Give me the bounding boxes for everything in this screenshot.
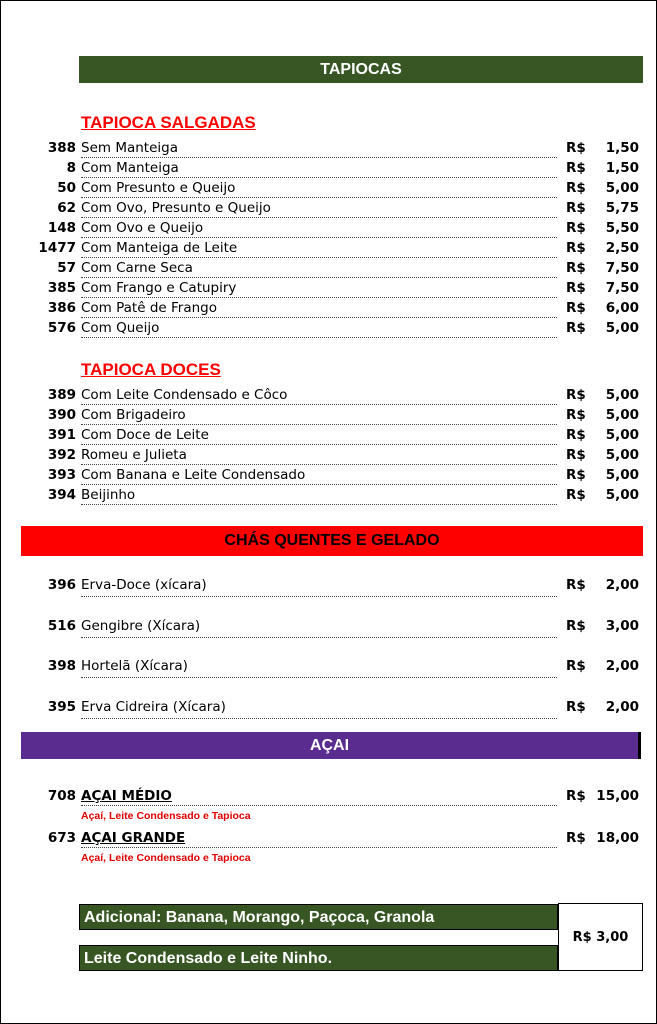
item-price: 2,00 <box>605 658 639 674</box>
item-name: Romeu e Julieta <box>81 445 557 465</box>
item-price: 5,00 <box>605 447 639 463</box>
menu-item <box>1 828 656 848</box>
item-description: Açaí, Leite Condensado e Tapioca <box>81 810 251 822</box>
tapioca-salgadas-title: TAPIOCA SALGADAS <box>81 113 256 132</box>
item-currency: R$ <box>566 830 586 846</box>
item-code: 395 <box>47 699 76 715</box>
item-currency: R$ <box>566 447 586 463</box>
item-name: Com Patê de Frango <box>81 298 557 318</box>
item-currency: R$ <box>566 618 586 634</box>
item-currency: R$ <box>566 220 586 236</box>
item-currency: R$ <box>566 658 586 674</box>
item-name: Com Doce de Leite <box>81 425 557 445</box>
item-name: Beijinho <box>81 485 557 505</box>
menu-item <box>1 445 656 465</box>
item-code: 391 <box>47 427 76 443</box>
item-name: Com Carne Seca <box>81 258 557 278</box>
item-name: Com Frango e Catupiry <box>81 278 557 298</box>
item-code: 50 <box>57 180 76 196</box>
item-price: 5,00 <box>605 180 639 196</box>
item-currency: R$ <box>566 240 586 256</box>
acai-banner: AÇAI <box>21 732 641 759</box>
tapiocas-banner: TAPIOCAS <box>79 56 643 83</box>
item-code: 392 <box>47 447 76 463</box>
item-price: 15,00 <box>596 788 639 804</box>
item-price: 18,00 <box>596 830 639 846</box>
item-name: Com Queijo <box>81 318 557 338</box>
item-price: 5,00 <box>605 387 639 403</box>
item-code: 8 <box>66 160 76 176</box>
item-price: 5,00 <box>605 320 639 336</box>
item-name: AÇAI MÉDIO <box>81 786 557 806</box>
menu-item <box>1 218 656 238</box>
item-currency: R$ <box>566 407 586 423</box>
item-currency: R$ <box>566 487 586 503</box>
item-name: Erva Cidreira (Xícara) <box>81 697 557 719</box>
item-price: 5,00 <box>605 467 639 483</box>
item-price: 5,00 <box>605 407 639 423</box>
item-code: 385 <box>47 280 76 296</box>
item-currency: R$ <box>566 387 586 403</box>
menu-item <box>1 238 656 258</box>
adicional-price-text: R$ 3,00 <box>572 929 629 945</box>
item-currency: R$ <box>566 427 586 443</box>
chas-banner: CHÁS QUENTES E GELADO <box>21 526 643 556</box>
menu-item <box>1 278 656 298</box>
item-name: Com Ovo, Presunto e Queijo <box>81 198 557 218</box>
item-name: Hortelã (Xícara) <box>81 656 557 678</box>
item-code: 516 <box>47 618 76 634</box>
item-code: 62 <box>57 200 76 216</box>
item-currency: R$ <box>566 300 586 316</box>
adicional-line-2: Leite Condensado e Leite Ninho. <box>79 945 558 971</box>
item-code: 673 <box>47 830 76 846</box>
item-price: 7,50 <box>605 260 639 276</box>
menu-item <box>1 425 656 445</box>
item-currency: R$ <box>566 699 586 715</box>
item-currency: R$ <box>566 180 586 196</box>
item-name: Com Manteiga de Leite <box>81 238 557 258</box>
item-currency: R$ <box>566 788 586 804</box>
menu-item <box>1 138 656 158</box>
item-price: 6,00 <box>605 300 639 316</box>
item-code: 394 <box>47 487 76 503</box>
item-name: Com Banana e Leite Condensado <box>81 465 557 485</box>
item-code: 386 <box>47 300 76 316</box>
item-code: 389 <box>47 387 76 403</box>
item-name: AÇAI GRANDE <box>81 828 557 848</box>
item-code: 396 <box>47 577 76 593</box>
item-currency: R$ <box>566 577 586 593</box>
item-code: 390 <box>47 407 76 423</box>
menu-item <box>1 485 656 505</box>
item-currency: R$ <box>566 320 586 336</box>
tapioca-doces-title: TAPIOCA DOCES <box>81 360 221 379</box>
item-currency: R$ <box>566 140 586 156</box>
menu-item <box>1 697 656 717</box>
item-code: 388 <box>47 140 76 156</box>
menu-item <box>1 258 656 278</box>
menu-item <box>1 198 656 218</box>
item-price: 1,50 <box>605 160 639 176</box>
item-name: Gengibre (Xícara) <box>81 616 557 638</box>
item-price: 1,50 <box>605 140 639 156</box>
item-price: 2,00 <box>605 699 639 715</box>
item-name: Com Leite Condensado e Côco <box>81 385 557 405</box>
item-price: 7,50 <box>605 280 639 296</box>
menu-item <box>1 465 656 485</box>
item-code: 708 <box>47 788 76 804</box>
item-code: 57 <box>57 260 76 276</box>
item-price: 5,75 <box>605 200 639 216</box>
item-code: 1477 <box>38 240 76 256</box>
item-currency: R$ <box>566 160 586 176</box>
item-currency: R$ <box>566 260 586 276</box>
item-price: 5,00 <box>605 487 639 503</box>
item-code: 393 <box>47 467 76 483</box>
item-description: Açaí, Leite Condensado e Tapioca <box>81 852 251 864</box>
item-name: Com Brigadeiro <box>81 405 557 425</box>
menu-item <box>1 656 656 676</box>
item-name: Sem Manteiga <box>81 138 557 158</box>
item-price: 5,00 <box>605 427 639 443</box>
menu-item <box>1 575 656 595</box>
item-code: 148 <box>47 220 76 236</box>
item-currency: R$ <box>566 200 586 216</box>
menu-item <box>1 178 656 198</box>
adicional-line-1: Adicional: Banana, Morango, Paçoca, Granola <box>79 904 558 930</box>
item-price: 2,00 <box>605 577 639 593</box>
item-price: 5,50 <box>605 220 639 236</box>
item-currency: R$ <box>566 467 586 483</box>
menu-item <box>1 318 656 338</box>
item-price: 3,00 <box>605 618 639 634</box>
menu-item <box>1 405 656 425</box>
item-name: Com Manteiga <box>81 158 557 178</box>
item-code: 398 <box>47 658 76 674</box>
menu-item <box>1 786 656 806</box>
item-name: Com Ovo e Queijo <box>81 218 557 238</box>
item-name: Erva-Doce (xícara) <box>81 575 557 597</box>
menu-item <box>1 616 656 636</box>
item-name: Com Presunto e Queijo <box>81 178 557 198</box>
item-currency: R$ <box>566 280 586 296</box>
menu-item <box>1 298 656 318</box>
item-price: 2,50 <box>605 240 639 256</box>
adicional-price <box>558 903 643 971</box>
item-code: 576 <box>47 320 76 336</box>
menu-item <box>1 158 656 178</box>
menu-item <box>1 385 656 405</box>
